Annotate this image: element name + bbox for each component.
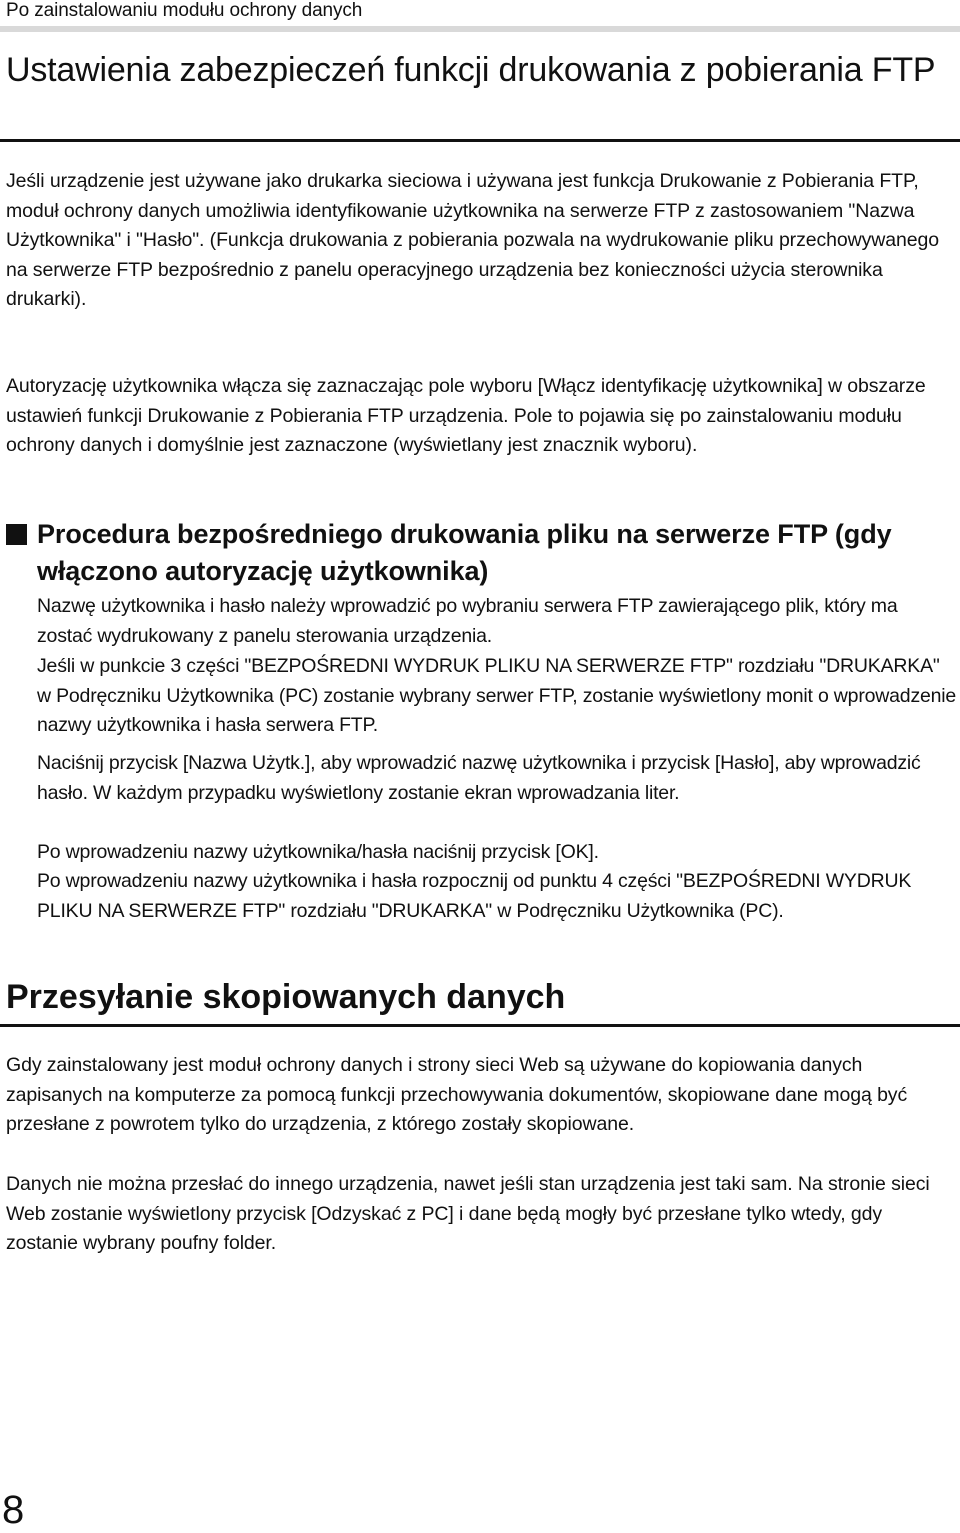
procedure-text-1: Nazwę użytkownika i hasło należy wprowadzić po wybraniu serwera FTP zawierającego plik, który ma zostać wydrukowany z panelu sterowania urządzenia. (37, 595, 898, 647)
page-number: 8 (2, 1488, 25, 1532)
procedure-text-4: Po wprowadzeniu nazwy użytkownika/hasła naciśnij przycisk [OK]. (37, 841, 599, 863)
section-title-rule-2 (0, 1024, 960, 1027)
copied-data-paragraph-1: Gdy zainstalowany jest moduł ochrony danych i strony sieci Web są używane do kopiowania danych zapisanych na komputerze za pomocą funkcji przechowywania dokumentów, skopiowane dane mogą być przesłane z powrotem tylko do urządzenia, z którego zostały skopiowane. (6, 1054, 908, 1136)
procedure-text-2: Jeśli w punkcie 3 części "BEZPOŚREDNI WYDRUK PLIKU NA SERWERZE FTP" rozdziału "DRUKARKA" w Podręczniku Użytkownika (PC) zostanie wybrany serwer FTP, zostanie wyświetlony monit o wprowadzenie nazwy użytkownika i hasła serwera FTP. (37, 655, 957, 737)
section-title-ftp-security: Ustawienia zabezpieczeń funkcji drukowania z pobierania FTP (6, 51, 936, 89)
intro-paragraph: Jeśli urządzenie jest używane jako drukarka sieciowa i używana jest funkcja Drukowanie z Pobierania FTP, moduł ochrony danych umożliwia identyfikowanie użytkownika na serwerze FTP z zastosowaniem "Nazwa Użytkownika" i "Hasło". (Funkcja drukowania z pobierania pozwala na wydrukowanie pliku przechowywanego na serwerze FTP bezpośrednio z panelu operacyjnego urządzenia bez konieczności użycia sterownika drukarki). (6, 170, 939, 311)
copied-data-paragraph-2: Danych nie można przesłać do innego urządzenia, nawet jeśli stan urządzenia jest taki sam. Na stronie sieci Web zostanie wyświetlony przycisk [Odzyskać z PC] i dane będą mogły być przesłane tylko wtedy, gdy zostanie wybrany poufny folder. (6, 1173, 930, 1255)
square-bullet-icon (6, 524, 27, 545)
header-rule (0, 26, 960, 32)
section-title-copied-data: Przesyłanie skopiowanych danych (6, 978, 566, 1016)
procedure-text-3: Naciśnij przycisk [Nazwa Użytk.], aby wprowadzić nazwę użytkownika i przycisk [Hasło], aby wprowadzić hasło. W każdym przypadku wyświetlony zostanie ekran wprowadzania liter. (37, 752, 921, 804)
procedure-text-5: Po wprowadzeniu nazwy użytkownika i hasła rozpocznij od punktu 4 części "BEZPOŚREDNI WYDRUK PLIKU NA SERWERZE FTP" rozdziału "DRUKARKA" w Podręczniku Użytkownika (PC). (37, 870, 912, 922)
section-title-rule (0, 139, 960, 142)
procedure-heading: Procedura bezpośredniego drukowania pliku na serwerze FTP (gdy włączono autoryzację użytkownika) (37, 519, 892, 586)
authorization-paragraph: Autoryzację użytkownika włącza się zaznaczając pole wyboru [Włącz identyfikację użytkownika] w obszarze ustawień funkcji Drukowanie z Pobierania FTP urządzenia. Pole to pojawia się po zainstalowaniu modułu ochrony danych i domyślnie jest zaznaczone (wyświetlany jest znacznik wyboru). (6, 375, 926, 457)
running-header: Po zainstalowaniu modułu ochrony danych (6, 0, 363, 21)
